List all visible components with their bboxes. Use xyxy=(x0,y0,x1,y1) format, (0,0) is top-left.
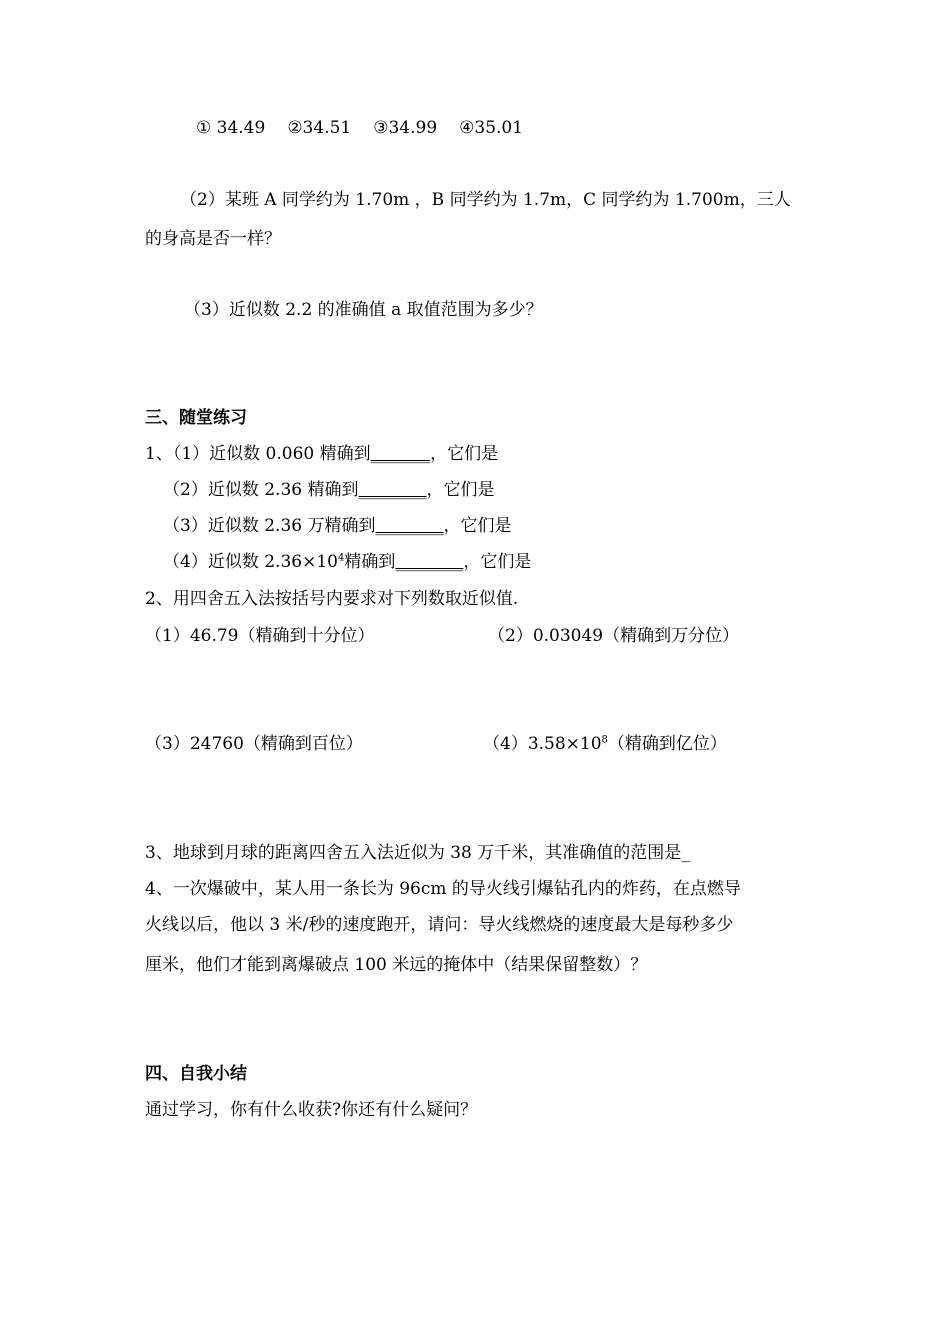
exercise-1-line-1 xyxy=(145,443,498,465)
exercise-1-line-3 xyxy=(163,515,511,537)
exercise-4-line-2: 火线以后，他以 3 米/秒的速度跑开，请问：导火线燃烧的速度最大是每秒多少 xyxy=(145,915,734,935)
answer-choices xyxy=(196,117,545,139)
section-3-title: 三、随堂练习 xyxy=(145,408,247,428)
exercise-2-item-1: （1）46.79（精确到十分位） xyxy=(145,626,375,646)
choice-1: ① 34.49 xyxy=(196,118,266,138)
exercise-1-line-4 xyxy=(163,551,531,573)
ex1-l3-prefix: （3）近似数 2.36 万精确到 xyxy=(163,516,376,536)
exercise-4-line-3: 厘米，他们才能到离爆破点 100 米远的掩体中（结果保留整数）？ xyxy=(145,955,648,975)
question-3: （3）近似数 2.2 的准确值 a 取值范围为多少？ xyxy=(184,300,543,320)
question-2-line-2: 的身高是否一样？ xyxy=(145,229,281,249)
ex1-l4-suffix: ，它们是 xyxy=(463,552,532,572)
question-2-line-1: （2）某班 A 同学约为 1.70m ，B 同学约为 1.7m，C 同学约为 1.700m，三人 xyxy=(180,190,791,210)
ex1-l2-blank: ________ xyxy=(358,480,427,500)
ex1-l1-suffix: ，它们是 xyxy=(430,444,499,464)
exercise-2-item-3: （3）24760（精确到百位） xyxy=(145,734,363,754)
ex1-l4-mid: 精确到 xyxy=(344,552,396,572)
ex2-d-exponent: 8 xyxy=(601,734,608,746)
section-4-title: 四、自我小结 xyxy=(145,1064,247,1084)
ex1-l3-blank: ________ xyxy=(375,516,444,536)
choice-3: ③34.99 xyxy=(373,118,438,138)
ex1-l4-blank: ________ xyxy=(395,552,464,572)
exercise-2-item-4 xyxy=(483,733,727,755)
exercise-2-item-2: （2）0.03049（精确到万分位） xyxy=(488,626,740,646)
choice-2: ②34.51 xyxy=(287,118,352,138)
ex1-l4-exponent: 4 xyxy=(337,552,345,564)
ex2-d-prefix: （4）3.58×10 xyxy=(483,734,602,754)
ex1-l2-suffix: ，它们是 xyxy=(426,480,495,500)
choice-4: ④35.01 xyxy=(459,118,524,138)
exercise-2-title: 2、用四舍五入法按括号内要求对下列数取近似值. xyxy=(145,589,519,609)
summary-text: 通过学习，你有什么收获?你还有什么疑问？ xyxy=(145,1100,478,1120)
ex1-l1-blank: _______ xyxy=(370,444,431,464)
exercise-1-line-2 xyxy=(163,479,494,501)
ex1-l1-prefix: 1、（1）近似数 0.060 精确到 xyxy=(145,444,371,464)
exercise-4-line-1: 4、一次爆破中，某人用一条长为 96cm 的导火线引爆钻孔内的炸药，在点燃导 xyxy=(145,879,741,899)
ex2-d-suffix: （精确到亿位） xyxy=(607,734,727,754)
ex1-l4-prefix: （4）近似数 2.36×10 xyxy=(163,552,338,572)
ex1-l2-prefix: （2）近似数 2.36 精确到 xyxy=(163,480,359,500)
ex1-l3-suffix: ，它们是 xyxy=(443,516,512,536)
exercise-3: 3、地球到月球的距离四舍五入法近似为 38 万千米，其准确值的范围是_ xyxy=(145,843,690,863)
